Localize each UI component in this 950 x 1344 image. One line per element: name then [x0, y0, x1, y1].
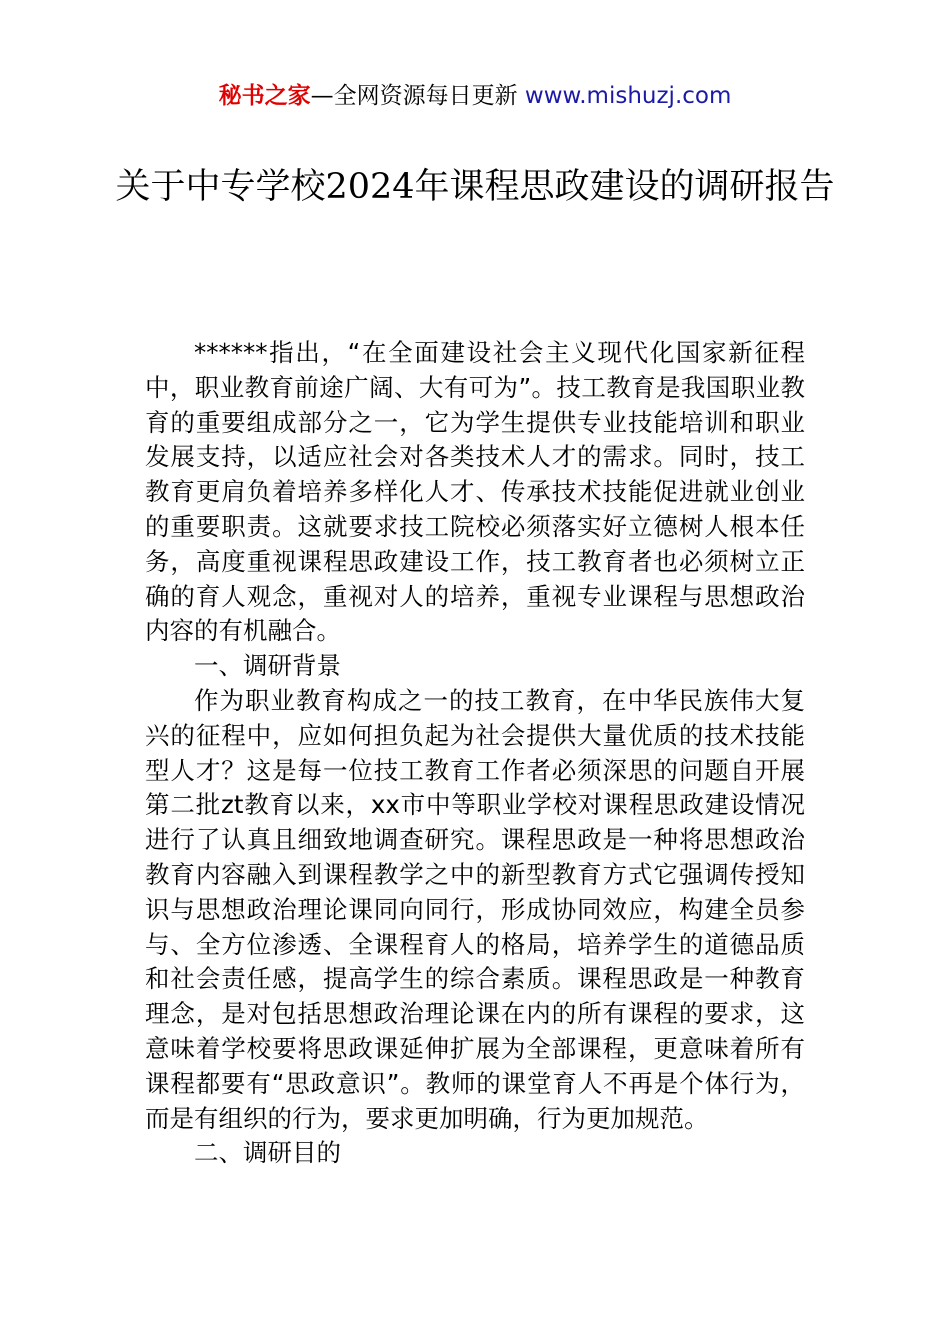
site-slogan: —全网资源每日更新: [310, 83, 525, 109]
section-heading-background: 一、调研背景: [194, 651, 341, 681]
site-brand: 秘书之家: [218, 83, 311, 109]
intro-paragraph: ******指出，“在全面建设社会主义现代化国家新征程中，职业教育前途广阔、大有可为”。技工教育是我国职业教育的重要组成部分之一，它为学生提供专业技能培训和职业发展支持，以适应社会对各类技术人才的需求。同时，技工教育更肩负着培养多样化人才、传承技术技能促进就业创业的重要职责。这就要求技工院校必须落实好立德树人根本任务，高度重视课程思政建设工作，技工教育者也必须树立正确的育人观念，重视对人的培养，重视专业课程与思想政治内容的有机融合。: [145, 338, 805, 646]
section-heading-purpose: 二、调研目的: [194, 1138, 341, 1168]
background-paragraph: 作为职业教育构成之一的技工教育，在中华民族伟大复兴的征程中，应如何担负起为社会提供大量优质的技术技能型人才？这是每一位技工教育工作者必须深思的问题自开展第二批zt教育以来，xx市中等职业学校对课程思政建设情况进行了认真且细致地调查研究。课程思政是一种将思想政治教育内容融入到课程教学之中的新型教育方式它强调传授知识与思想政治理论课同向同行，形成协同效应，构建全员参与、全方位渗透、全课程育人的格局，培养学生的道德品质和社会责任感，提高学生的综合素质。课程思政是一种教育理念，是对包括思想政治理论课在内的所有课程的要求，这意味着学校要将思政课延伸扩展为全部课程，更意味着所有课程都要有“思政意识”。教师的课堂育人不再是个体行为，而是有组织的行为，要求更加明确，行为更加规范。: [145, 685, 805, 1133]
site-header: [0, 80, 950, 112]
document-body: [145, 336, 805, 1171]
site-url-link[interactable]: www.mishuzj.com: [524, 83, 732, 109]
document-title: 关于中专学校2024年课程思政建设的调研报告: [115, 167, 835, 207]
